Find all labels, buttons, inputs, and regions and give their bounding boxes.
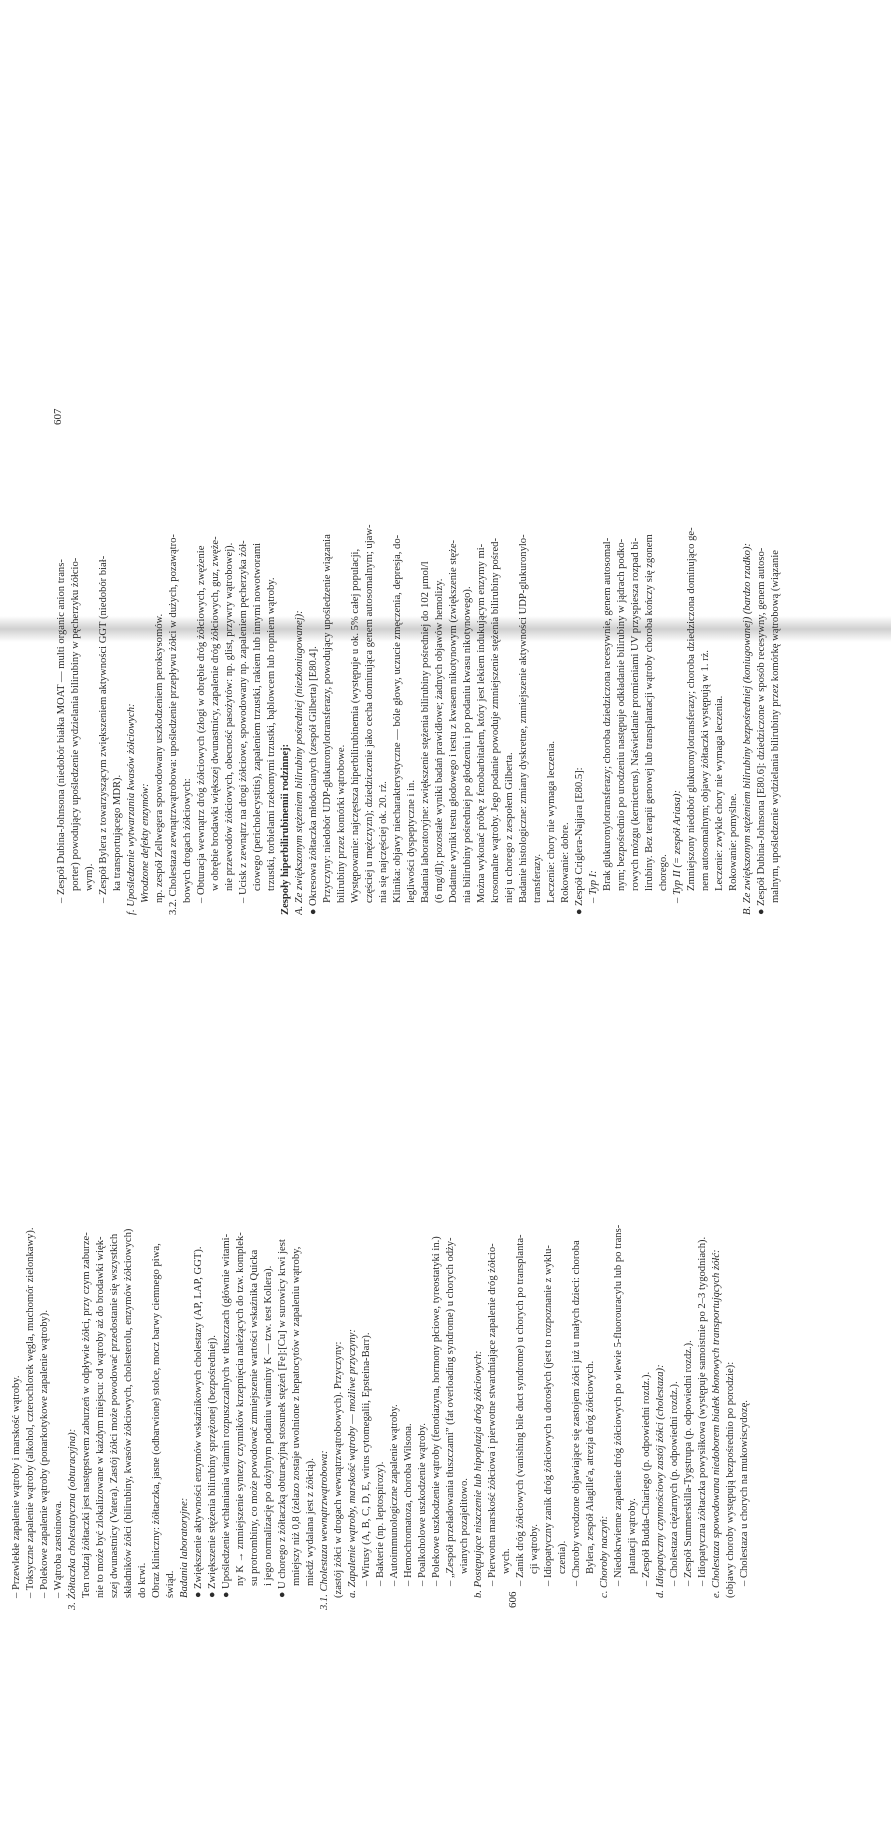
text-line: i jego normalizację po dożylnym podaniu witaminy K — tzw. test Kollera). [263, 1265, 274, 1586]
text-line: Obraz kliniczny: żółtaczka, jasne (odbarwione) stolce, mocz barwy ciemnego piwa, [151, 1243, 162, 1598]
text-line: lirubiny. Bez terapii genowej lub transplantacji wątroby choroba kończy się zgonem [644, 534, 655, 891]
text-line: – Zespół Dubina-Johnsona (niedobór białka MOAT — multi organic anion trans- [56, 559, 67, 903]
text-line: Wrodzone defekty enzymów: [140, 783, 151, 903]
text-line: – Idiopatyczna żółtaczka powysiłkowa (występuje samoistnie po 2–3 tygodniach). [697, 1236, 708, 1586]
text-line: bowych drogach żółciowych: [182, 778, 193, 903]
text-line: ciowego (pericholecystitis), zapaleniem trzustki, rakiem lub innymi nowotworami [252, 542, 263, 891]
text-line: rowych mózgu (kernicterus). Naświetlanie promieniami UV przyspiesza rozpad bi- [630, 537, 641, 891]
right-page-number: 607 [52, 408, 64, 425]
text-line: Badanie histologiczne: zmiany dyskretne, zmniejszenie aktywności UDP-glukuronylo- [518, 534, 529, 903]
text-line: (zastój żółci w drogach wewnątrzwątrobowych). Przyczyny: [333, 1341, 344, 1598]
text-line: ● Upośledzenie wchłaniania witamin rozpuszczalnych w tłuszczach (głównie witami- [221, 1233, 232, 1598]
text-line: trzustki, torbielami rzekomymi trzustki, bąblowcem lub ropniem wątroby. [266, 577, 277, 891]
text-line: – Polekowe zapalenie wątroby (ponarkotykowe zapalenie wątroby). [39, 1310, 50, 1598]
text-line: – Idiopatyczny zanik dróg żółciowych u dorosłych (jest to rozpoznanie z wyklu- [543, 1245, 554, 1586]
text-line: Ten rodzaj żółtaczki jest następstwem zaburzeń w odpływie żółci, przy czym zaburze- [81, 1232, 92, 1598]
text-line: A. Ze zwiększonym stężeniem bilirubiny pośredniej (niezkoniugowanej): [294, 610, 305, 915]
text-line: e. Cholestaza spowodowana niedoborem białek błonowych transportujących żółć: [711, 1249, 722, 1598]
text-line: ● U chorego z żółtaczką obturacyjną stosunek stężeń [Fe]:[Cu] w surowicy krwi jest [277, 1239, 288, 1598]
section-heading: Zespoły hiperbilirubinemii rodzinnej: [280, 743, 291, 915]
text-line: ny K → zmniejszenie syntezy czynników krzepnięcia należących do tzw. komplek- [235, 1232, 246, 1586]
text-line: c. Choroby naczyń: [599, 1515, 610, 1598]
text-line: wych. [501, 1548, 512, 1574]
text-line: porter) powodujący upośledzenie wydzielania bilirubiny w pęcherzyku żółcio- [70, 557, 81, 891]
text-line: szej dwunastnicy (Vatera). Zastój żółci może powodować przedostanie się wszystkich [109, 1233, 120, 1598]
text-line: – Autoimmunologiczne zapalenie wątroby. [389, 1404, 400, 1586]
left-page-number: 606 [507, 1591, 519, 1608]
text-line: Dodatnie wyniki testu głodowego i testu z kwasem nikotynowym (zwiększenie stęże- [448, 539, 459, 903]
text-line: d. Idiopatyczny czynnościowy zastój żółci (cholestaza): [655, 1364, 666, 1598]
text-line: – Cholestaza ciężarnych (p. odpowiedni rozdz.). [669, 1381, 680, 1586]
text-line: B. Ze zwiększonym stężeniem bilirubiny bezpośredniej (koniugowanej) (bardzo rzadko): [742, 542, 753, 915]
text-line: składników żółci (bilirubiny, kwasów żółciowych, cholesterolu, enzymów żółciowych) [123, 1228, 134, 1598]
text-line: wianych pozajelitowo. [459, 1478, 470, 1574]
text-line: b. Postępujące niszczenie lub hipoplazja dróg żółciowych: [473, 1350, 484, 1598]
text-line: – Wątroba zastoinowa. [53, 1500, 64, 1598]
text-line: legliwości dyspeptyczne i in. [406, 780, 417, 903]
text-line: niej u chorego z zespołem Gilberta. [504, 752, 515, 903]
text-line: nie to może być zlokalizowane w każdym miejscu: od wątroby aż do brodawki więk- [95, 1236, 106, 1598]
text-line: nia bilirubiny pośredniej po głodzeniu i po podaniu kwasu nikotynowego). [462, 586, 473, 903]
text-line: czenia). [557, 1540, 568, 1574]
text-line: – Cholestaza u chorych na mukowiscydozę. [739, 1400, 750, 1586]
text-line: 3.1. Cholestaza wewnątrzwątrobowa: [319, 1450, 330, 1610]
text-line: krosomalne wątroby. Jego podanie powoduje zmniejszenie stężenia bilirubiny pośred- [490, 538, 501, 903]
text-line: – Typ I: [588, 870, 599, 903]
right-page-text [55, 410, 783, 915]
text-line: su protrombiny, co może powodować zmniejszenie wartości wskaźnika Quicka [249, 1249, 260, 1586]
text-line: do krwi. [137, 1562, 148, 1598]
text-line: – Pierwotna marskość żółciowa i pierwotne stwardniające zapalenie dróg żółcio- [487, 1243, 498, 1586]
text-line: świąd. [165, 1570, 176, 1598]
text-line: Badania laboratoryjne: [179, 1497, 190, 1598]
text-line: malnym, upośledzenie wydzielania bilirubiny przez komórkę wątrobową (wiązanie [770, 550, 781, 903]
text-line: plantacji wątroby. [627, 1498, 638, 1574]
text-line: – Poalkoholowe uszkodzenie wątroby. [417, 1423, 428, 1586]
text-line: Leczenie: zwykle chory nie wymaga leczenia. [714, 695, 725, 891]
text-line: ● Okresowa żółtaczka młodocianych (zespół Gilberta) [E80.4]. [308, 646, 319, 915]
text-line: ● Zwiększenie stężenia bilirubiny sprzężonej (bezpośredniej). [207, 1335, 218, 1598]
text-line: – Hemochromatoza, choroba Wilsona. [403, 1423, 414, 1586]
text-line: – Niedokrwienne zapalenie dróg żółciowych po wlewie 5-fluorouracylu lub po trans- [613, 1224, 624, 1586]
text-line: częściej u mężczyzn); dziedziczenie jako cecha dominująca genem autosomalnym; ujaw- [364, 524, 375, 903]
text-line: Można wykonać próbę z fenobarbitalem, który jest lekiem indukującym enzymy mi- [476, 543, 487, 903]
text-line: – Obturacja wewnątrz dróg żółciowych (złogi w obrębie dróg żółciowych, zwężenie [196, 545, 207, 903]
text-line: – Typ II (= zespół Ariasa): [672, 790, 683, 903]
text-line: w obrębie brodawki większej dwunastnicy, zapalenie dróg żółciowych, guz, zwęże- [210, 536, 221, 891]
text-line: – Przewlekłe zapalenie wątroby i marskość wątroby. [11, 1375, 22, 1598]
text-line: Zmniejszony niedobór glukuronylotransferazy; choroba dziedziczona dominująco ge- [686, 527, 697, 891]
text-line: np. zespół Zellwegera spowodowany uszkodzeniem peroksysomów. [154, 613, 165, 903]
text-line: wym). [84, 863, 95, 891]
text-line: (6 mg/dl); pozostałe wyniki badań prawidłowe; żadnych objawów hemolizy. [434, 578, 445, 903]
text-line: – „Zespół przeładowania tłuszczami” (fat overloading syndrome) u chorych odży- [445, 1237, 456, 1586]
text-line: – Zespół Budda-Chiariego (p. odpowiedni rozdz.). [641, 1371, 652, 1586]
text-line: – Polekowe uszkodzenie wątroby (fenotiazyna, hormony płciowe, tyreostatyki in.) [431, 1236, 442, 1586]
text-line: f. Upośledzenie wytwarzania kwasów żółciowych: [126, 703, 137, 915]
text-line: mniejszy niż 0,8 (żelazo zostaje uwolnione z hepatocytów w zapaleniu wątroby, [291, 1246, 302, 1586]
text-line: Występowanie: najczęstsza hiperbilirubinemia (występuje u ok. 5% całej populacji, [350, 548, 361, 903]
text-line: – Bakterie (np. leptospirozy). [375, 1461, 386, 1586]
text-line: Badania laboratoryjne: zwiększenie stężenia bilirubiny pośredniej do 102 μmol/l [420, 561, 431, 903]
text-line: – Toksyczne zapalenie wątroby (alkohol, czterochlorek węgla, muchomór zielonkawy). [25, 1227, 36, 1598]
text-line: 3.2. Cholestaza zewnątrzwątrobowa: upośledzenie przepływu żółci w dużych, pozawątro- [168, 534, 179, 915]
text-line: – Ucisk z zewnątrz na drogi żółciowe, spowodowany np. zapaleniem pęcherzyka żół- [238, 540, 249, 903]
left-page-text [10, 1090, 752, 1610]
text-line: ● Zespół Dubina-Johnsona [E80.6]: dziedziczone w sposób recesywny, genem autoso- [756, 547, 767, 915]
text-line: Klinika: objawy niecharakterystyczne — bóle głowy, uczucie zmęczenia, depresja, do- [392, 534, 403, 903]
text-line: nem autosomalnym; objawy żółtaczki występują w 1. rż. [700, 650, 711, 891]
text-line: (objawy choroby występują bezpośrednio po porodzie): [725, 1361, 736, 1598]
text-line: ka transportującego MDR). [112, 774, 123, 891]
text-line: 3. Żółtaczka cholestatyczna (obturacyjna): [67, 1428, 78, 1610]
text-line: transferazy. [532, 853, 543, 903]
text-line: nia się najczęściej ok. 20. rż. [378, 781, 389, 903]
text-line: ● Zespół Criglera-Najjara [E80.5]: [574, 767, 585, 915]
text-line: – Choroby wrodzone objawiające się zastojem żółci już u małych dzieci: choroba [571, 1240, 582, 1586]
text-line: Rokowanie: dobre. [560, 822, 571, 903]
text-line: Bylera, zespół Alagille'a, atrezja dróg żółciowych. [585, 1360, 596, 1574]
text-line: Przyczyny: niedobór UDP-glukuronylotransferazy, powodujący upośledzenie wiązania [322, 534, 333, 903]
text-line: cji wątroby. [529, 1524, 540, 1574]
text-line: miedź wydalana jest z żółcią). [305, 1458, 316, 1586]
text-line: Brak glukuronylotransferazy; choroba dziedziczona recesywnie, genem autosomal- [602, 537, 613, 891]
text-line: – Zanik dróg żółciowych (vanishing bile duct syndrome) u chorych po transplanta- [515, 1234, 526, 1586]
text-line: bilirubiny przez komórki wątrobowe. [336, 744, 347, 903]
text-line: Leczenie: chory nie wymaga leczenia. [546, 740, 557, 903]
text-line: a. Zapalenie wątroby, marskość wątroby — możliwe przyczyny: [347, 1328, 358, 1598]
text-line: – Zespół Summerskilla-Tygstrupa (p. odpowiedni rozdz.). [683, 1340, 694, 1586]
text-line: Rokowanie: pomyślne. [728, 793, 739, 891]
text-line: – Zespół Bylera z towarzyszącym zwiększeniem aktywności GGT (niedobór biał- [98, 555, 109, 903]
text-line: ● Zwiększenie aktywności enzymów wskaźnikowych cholestazy (AP, LAP, GGT). [193, 1246, 204, 1598]
text-line: nie przewodów żółciowych, obecność pasożytów: np. glist, przywry wątrobowej). [224, 542, 235, 891]
text-line: – Wirusy (A, B, C, D, E, wirus cytomegalii, Epsteina-Barr). [361, 1332, 372, 1586]
right-page [52, 25, 781, 915]
text-line: nym; bezpośrednio po urodzeniu następuje odkładanie bilirubiny w jądrach podko- [616, 538, 627, 891]
text-line: chorego. [658, 854, 669, 891]
